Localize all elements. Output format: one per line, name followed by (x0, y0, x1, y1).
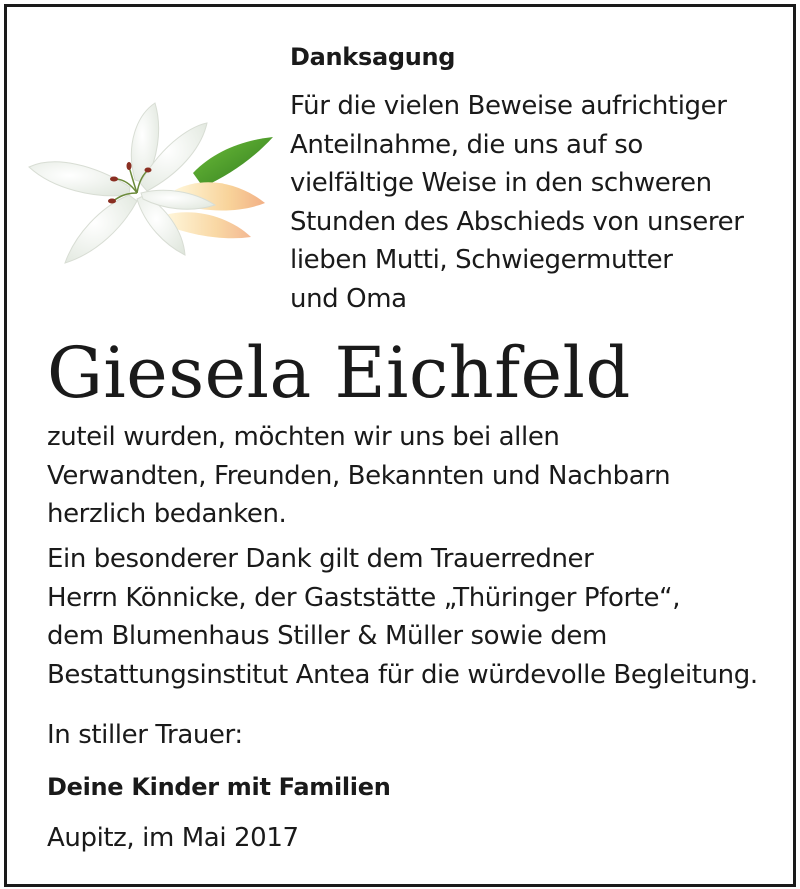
special-thanks-line: Ein besonderer Dank gilt dem Trauerredner (47, 544, 594, 574)
lily-flower-icon (25, 95, 277, 265)
special-thanks-line: Bestattungsinstitut Antea für die würdevolle Begleitung. (47, 659, 758, 690)
thanks-line: zuteil wurden, möchten wir uns bei allen (47, 422, 560, 452)
deceased-name: Giesela Eichfeld (47, 332, 631, 414)
thanks-line: Verwandten, Freunden, Bekannten und Nachbarn (47, 460, 671, 491)
intro-line: Stunden des Abschieds von unserer (290, 206, 744, 237)
signature: Deine Kinder mit Familien (47, 773, 391, 801)
intro-line: und Oma (290, 283, 407, 314)
intro-text (290, 87, 744, 318)
special-thanks-line: dem Blumenhaus Stiller & Müller sowie dem (47, 621, 607, 651)
thanks-line: herzlich bedanken. (47, 499, 287, 529)
special-thanks-paragraph (47, 540, 758, 694)
intro-line: Für die vielen Beweise aufrichtiger (290, 91, 727, 121)
intro-line: Anteilnahme, die uns auf so (290, 129, 643, 160)
heading-danksagung: Danksagung (290, 43, 456, 71)
intro-line: vielfältige Weise in den schweren (290, 168, 712, 198)
mourning-line: In stiller Trauer: (47, 720, 243, 750)
special-thanks-line: Herrn Könnicke, der Gaststätte „Thüringer Pforte“, (47, 582, 681, 613)
thanks-paragraph (47, 418, 670, 534)
obituary-thank-you-notice (4, 4, 796, 887)
place-date: Aupitz, im Mai 2017 (47, 823, 299, 853)
intro-line: lieben Mutti, Schwiegermutter (290, 245, 673, 275)
